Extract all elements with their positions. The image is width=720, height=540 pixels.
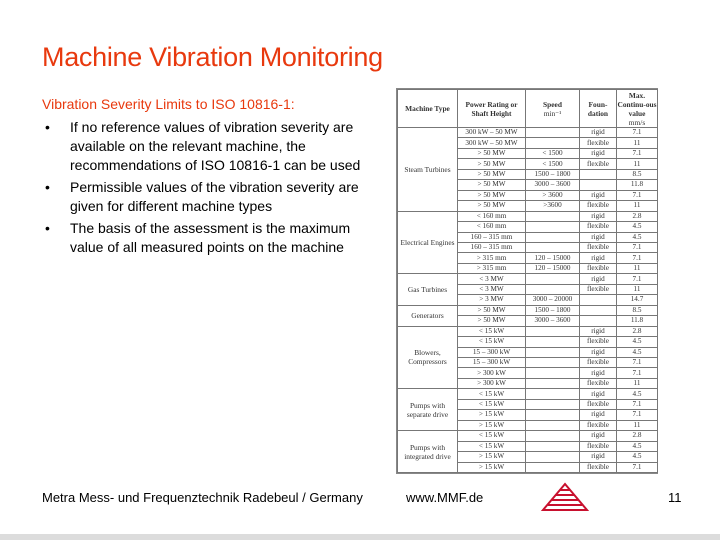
power-cell: < 15 kW xyxy=(458,337,526,347)
table-row xyxy=(398,128,658,138)
foundation-cell xyxy=(580,305,617,315)
table-row xyxy=(398,389,658,399)
power-cell: > 15 kW xyxy=(458,410,526,420)
power-cell: > 50 MW xyxy=(458,159,526,169)
foundation-cell: rigid xyxy=(580,452,617,462)
speed-cell: < 1500 xyxy=(526,148,580,158)
foundation-cell: flexible xyxy=(580,378,617,388)
foundation-cell: flexible xyxy=(580,399,617,409)
foundation-cell: rigid xyxy=(580,431,617,441)
foundation-cell: rigid xyxy=(580,274,617,284)
header-speed-label: Speed xyxy=(543,99,562,109)
foundation-cell: flexible xyxy=(580,441,617,451)
speed-cell: > 3600 xyxy=(526,190,580,200)
power-cell: < 15 kW xyxy=(458,441,526,451)
foundation-cell: rigid xyxy=(580,190,617,200)
speed-cell: 1500 – 1800 xyxy=(526,169,580,179)
speed-cell xyxy=(526,420,580,430)
bullet-text: Permissible values of the vibration severity are given for different machine types xyxy=(70,179,359,214)
foundation-cell xyxy=(580,169,617,179)
power-cell: 15 – 300 kW xyxy=(458,347,526,357)
bullet-glyph: • xyxy=(45,179,50,195)
power-cell: > 50 MW xyxy=(458,169,526,179)
value-cell: 7.1 xyxy=(617,357,658,367)
speed-cell xyxy=(526,368,580,378)
value-cell: 7.1 xyxy=(617,242,658,252)
bullet-text: The basis of the assessment is the maximum value of all measured points on the machine xyxy=(70,220,351,255)
value-cell: 4.5 xyxy=(617,389,658,399)
foundation-cell: flexible xyxy=(580,337,617,347)
value-cell: 11 xyxy=(617,159,658,169)
value-cell: 4.5 xyxy=(617,337,658,347)
foundation-cell: flexible xyxy=(580,138,617,148)
foundation-cell: flexible xyxy=(580,201,617,211)
value-cell: 11 xyxy=(617,138,658,148)
speed-cell xyxy=(526,211,580,221)
speed-cell: >3600 xyxy=(526,201,580,211)
speed-cell: 3000 – 3600 xyxy=(526,180,580,190)
speed-cell xyxy=(526,431,580,441)
bullet-list xyxy=(42,118,372,260)
power-cell: > 15 kW xyxy=(458,420,526,430)
table-header-row xyxy=(398,90,658,128)
foundation-cell xyxy=(580,316,617,326)
bullet-glyph: • xyxy=(45,220,50,236)
speed-cell: < 1500 xyxy=(526,159,580,169)
machine-type-cell: Electrical Engines xyxy=(398,211,458,274)
value-cell: 11 xyxy=(617,378,658,388)
value-cell: 4.5 xyxy=(617,347,658,357)
value-cell: 8.5 xyxy=(617,169,658,179)
value-cell: 7.1 xyxy=(617,128,658,138)
power-cell: > 50 MW xyxy=(458,148,526,158)
power-cell: < 15 kW xyxy=(458,431,526,441)
value-cell: 2.8 xyxy=(617,431,658,441)
value-cell: 11 xyxy=(617,263,658,273)
speed-cell xyxy=(526,399,580,409)
machine-type-cell: Pumps with separate drive xyxy=(398,389,458,431)
foundation-cell xyxy=(580,180,617,190)
header-power-rating: Power Rating or Shaft Height xyxy=(458,90,526,128)
power-cell: 300 kW – 50 MW xyxy=(458,138,526,148)
value-cell: 4.5 xyxy=(617,441,658,451)
power-cell: < 160 mm xyxy=(458,222,526,232)
power-cell: > 300 kW xyxy=(458,368,526,378)
foundation-cell: rigid xyxy=(580,232,617,242)
foundation-cell: rigid xyxy=(580,128,617,138)
header-speed-unit: min⁻¹ xyxy=(543,108,562,118)
header-foundation: Foun-dation xyxy=(580,90,617,128)
foundation-cell: flexible xyxy=(580,420,617,430)
header-max-value-unit: mm/s xyxy=(628,117,646,127)
bullet-glyph: • xyxy=(45,119,50,135)
foundation-cell: flexible xyxy=(580,462,617,473)
table-row xyxy=(398,431,658,441)
power-cell: < 15 kW xyxy=(458,399,526,409)
speed-cell: 120 – 15000 xyxy=(526,263,580,273)
power-cell: > 3 MW xyxy=(458,295,526,305)
header-machine-type: Machine Type xyxy=(398,90,458,128)
power-cell: > 315 mm xyxy=(458,253,526,263)
foundation-cell: flexible xyxy=(580,357,617,367)
power-cell: 160 – 315 mm xyxy=(458,232,526,242)
speed-cell xyxy=(526,357,580,367)
bullet-item xyxy=(42,178,372,216)
power-cell: > 15 kW xyxy=(458,462,526,473)
speed-cell xyxy=(526,326,580,336)
value-cell: 2.8 xyxy=(617,211,658,221)
speed-cell: 1500 – 1800 xyxy=(526,305,580,315)
power-cell: 300 kW – 50 MW xyxy=(458,128,526,138)
power-cell: > 50 MW xyxy=(458,316,526,326)
power-cell: < 15 kW xyxy=(458,326,526,336)
speed-cell xyxy=(526,378,580,388)
footer-company: Metra Mess- und Frequenztechnik Radebeul / Germany xyxy=(42,490,363,505)
bullet-item xyxy=(42,219,372,257)
foundation-cell: flexible xyxy=(580,222,617,232)
machine-type-cell: Gas Turbines xyxy=(398,274,458,305)
table-row xyxy=(398,211,658,221)
speed-cell: 3000 – 3600 xyxy=(526,316,580,326)
value-cell: 7.1 xyxy=(617,410,658,420)
table-row xyxy=(398,305,658,315)
value-cell: 7.1 xyxy=(617,462,658,473)
power-cell: > 315 mm xyxy=(458,263,526,273)
value-cell: 11.8 xyxy=(617,180,658,190)
bullet-item xyxy=(42,118,372,175)
foundation-cell: flexible xyxy=(580,284,617,294)
table-row xyxy=(398,274,658,284)
speed-cell xyxy=(526,232,580,242)
speed-cell xyxy=(526,274,580,284)
foundation-cell: flexible xyxy=(580,263,617,273)
power-cell: 160 – 315 mm xyxy=(458,242,526,252)
header-max-value-label: Max. Continu-ous value xyxy=(617,90,657,118)
value-cell: 7.1 xyxy=(617,148,658,158)
bullet-text: If no reference values of vibration severity are available on the relevant machine, the recommendations of ISO 10816-1 can be used xyxy=(70,119,361,173)
speed-cell xyxy=(526,138,580,148)
power-cell: < 15 kW xyxy=(458,389,526,399)
vibration-limits-table xyxy=(397,89,658,473)
vibration-limits-table-frame xyxy=(396,88,658,474)
speed-cell xyxy=(526,347,580,357)
mmf-logo-icon xyxy=(540,482,590,512)
power-cell: > 15 kW xyxy=(458,452,526,462)
foundation-cell: rigid xyxy=(580,410,617,420)
machine-type-cell: Generators xyxy=(398,305,458,326)
foundation-cell: rigid xyxy=(580,347,617,357)
power-cell: 15 – 300 kW xyxy=(458,357,526,367)
value-cell: 4.5 xyxy=(617,232,658,242)
power-cell: > 50 MW xyxy=(458,190,526,200)
power-cell: < 3 MW xyxy=(458,284,526,294)
foundation-cell: rigid xyxy=(580,148,617,158)
value-cell: 7.1 xyxy=(617,274,658,284)
value-cell: 11 xyxy=(617,284,658,294)
machine-type-cell: Blowers, Compressors xyxy=(398,326,458,389)
header-speed xyxy=(526,90,580,128)
value-cell: 7.1 xyxy=(617,368,658,378)
value-cell: 7.1 xyxy=(617,399,658,409)
foundation-cell: rigid xyxy=(580,211,617,221)
power-cell: < 160 mm xyxy=(458,211,526,221)
speed-cell xyxy=(526,452,580,462)
footer-url[interactable]: www.MMF.de xyxy=(406,490,484,505)
page-number: 11 xyxy=(668,490,682,505)
power-cell: > 50 MW xyxy=(458,305,526,315)
table-body xyxy=(398,128,658,473)
foundation-cell: rigid xyxy=(580,326,617,336)
machine-type-cell: Pumps with integrated drive xyxy=(398,431,458,473)
value-cell: 11 xyxy=(617,201,658,211)
speed-cell xyxy=(526,337,580,347)
speed-cell xyxy=(526,284,580,294)
value-cell: 8.5 xyxy=(617,305,658,315)
speed-cell: 3000 – 20000 xyxy=(526,295,580,305)
speed-cell xyxy=(526,222,580,232)
speed-cell xyxy=(526,128,580,138)
foundation-cell xyxy=(580,295,617,305)
value-cell: 4.5 xyxy=(617,222,658,232)
power-cell: > 300 kW xyxy=(458,378,526,388)
speed-cell xyxy=(526,441,580,451)
foundation-cell: rigid xyxy=(580,368,617,378)
power-cell: < 3 MW xyxy=(458,274,526,284)
slide-title: Machine Vibration Monitoring xyxy=(42,42,383,72)
foundation-cell: flexible xyxy=(580,159,617,169)
speed-cell: 120 – 15000 xyxy=(526,253,580,263)
speed-cell xyxy=(526,389,580,399)
power-cell: > 50 MW xyxy=(458,180,526,190)
speed-cell xyxy=(526,242,580,252)
value-cell: 11 xyxy=(617,420,658,430)
value-cell: 7.1 xyxy=(617,253,658,263)
speed-cell xyxy=(526,462,580,473)
foundation-cell: rigid xyxy=(580,253,617,263)
value-cell: 2.8 xyxy=(617,326,658,336)
foundation-cell: flexible xyxy=(580,242,617,252)
table-row xyxy=(398,326,658,336)
power-cell: > 50 MW xyxy=(458,201,526,211)
value-cell: 14.7 xyxy=(617,295,658,305)
bottom-bar xyxy=(0,534,720,540)
header-max-value xyxy=(617,90,658,128)
slide-subtitle: Vibration Severity Limits to ISO 10816-1: xyxy=(42,96,295,112)
value-cell: 4.5 xyxy=(617,452,658,462)
value-cell: 11.8 xyxy=(617,316,658,326)
foundation-cell: rigid xyxy=(580,389,617,399)
machine-type-cell: Steam Turbines xyxy=(398,128,458,212)
speed-cell xyxy=(526,410,580,420)
value-cell: 7.1 xyxy=(617,190,658,200)
